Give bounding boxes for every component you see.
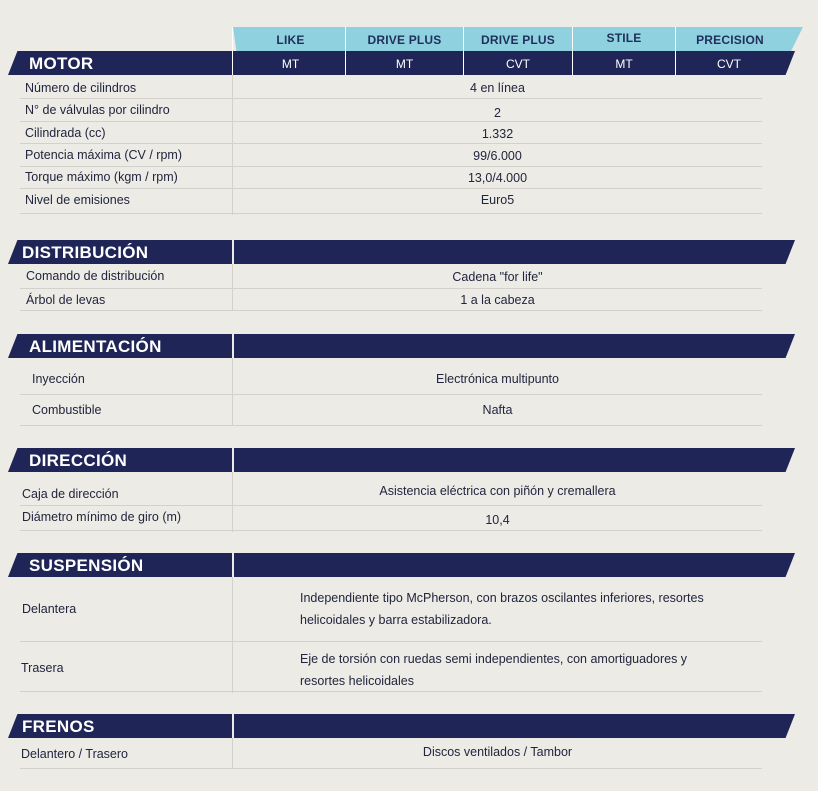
table-row bbox=[20, 395, 762, 426]
table-row bbox=[20, 144, 762, 167]
row-value: Cadena "for life" bbox=[452, 270, 543, 284]
table-row bbox=[20, 122, 762, 144]
row-label: Inyección bbox=[32, 372, 85, 386]
table-row bbox=[20, 478, 762, 506]
table-row bbox=[20, 99, 762, 122]
row-value: 2 bbox=[494, 106, 501, 120]
bar-separator bbox=[232, 448, 234, 472]
table-row bbox=[20, 189, 762, 214]
table-row bbox=[20, 266, 762, 289]
transmission-stile: MT bbox=[615, 57, 633, 71]
row-label: Comando de distribución bbox=[26, 269, 165, 283]
row-label: Nivel de emisiones bbox=[25, 193, 130, 207]
row-value-line: resortes helicoidales bbox=[300, 674, 414, 688]
row-value: Electrónica multipunto bbox=[436, 372, 559, 386]
row-label: Delantero / Trasero bbox=[21, 747, 128, 761]
bar-separator bbox=[232, 714, 234, 738]
transmission-drive-plus-cvt: CVT bbox=[506, 57, 530, 71]
row-value: 10,4 bbox=[485, 513, 510, 527]
table-row bbox=[20, 740, 762, 769]
table-row bbox=[20, 167, 762, 189]
row-value: Nafta bbox=[482, 403, 513, 417]
row-value bbox=[300, 648, 720, 692]
trim-separator bbox=[572, 27, 573, 76]
row-value: 99/6.000 bbox=[473, 149, 522, 163]
trim-separator bbox=[232, 27, 233, 76]
trim-separator bbox=[463, 27, 464, 76]
row-value: 1.332 bbox=[481, 127, 514, 141]
row-value: Asistencia eléctrica con piñón y cremallera bbox=[379, 484, 616, 498]
row-label: Diámetro mínimo de giro (m) bbox=[22, 510, 182, 524]
row-label: Potencia máxima (CV / rpm) bbox=[25, 148, 182, 162]
section-title-alimentacion: ALIMENTACIÓN bbox=[29, 337, 162, 356]
row-label: Caja de dirección bbox=[22, 487, 119, 501]
trim-name-precision: PRECISION bbox=[696, 33, 764, 47]
transmission-precision: CVT bbox=[717, 57, 741, 71]
bar-separator bbox=[232, 334, 234, 358]
trim-separator bbox=[675, 27, 676, 76]
transmission-drive-plus-mt: MT bbox=[395, 57, 414, 71]
section-title-motor: MOTOR bbox=[29, 54, 94, 73]
table-row bbox=[20, 77, 762, 99]
section-bar-frenos bbox=[8, 714, 795, 738]
row-label: Combustible bbox=[32, 403, 102, 417]
row-value-line: Independiente tipo McPherson, con brazos oscilantes inferiores, resortes bbox=[300, 591, 704, 605]
section-title-distribucion: DISTRIBUCIÓN bbox=[22, 243, 149, 262]
row-value: Discos ventilados / Tambor bbox=[422, 745, 573, 759]
trim-name-drive-plus-cvt: DRIVE PLUS bbox=[480, 33, 555, 47]
row-label: Árbol de levas bbox=[26, 293, 106, 307]
trim-separator bbox=[345, 27, 346, 76]
row-value bbox=[300, 587, 720, 631]
table-row bbox=[20, 289, 762, 311]
trim-name-drive-plus-mt: DRIVE PLUS bbox=[367, 33, 442, 47]
row-label: Cilindrada (cc) bbox=[25, 126, 106, 140]
table-row bbox=[20, 362, 762, 395]
section-title-direccion: DIRECCIÓN bbox=[29, 451, 128, 470]
transmission-like: MT bbox=[281, 57, 300, 71]
bar-separator bbox=[232, 240, 234, 264]
row-label: N° de válvulas por cilindro bbox=[25, 103, 170, 117]
row-label: Número de cilindros bbox=[25, 81, 137, 95]
row-label: Delantera bbox=[22, 602, 77, 616]
row-value-line: Eje de torsión con ruedas semi independientes, con amortiguadores y bbox=[300, 652, 688, 666]
row-value: 13,0/4.000 bbox=[467, 171, 528, 185]
row-label: Torque máximo (kgm / rpm) bbox=[25, 170, 178, 184]
table-row bbox=[20, 642, 762, 692]
row-value-line: helicoidales y barra estabilizadora. bbox=[300, 613, 492, 627]
table-row bbox=[20, 580, 762, 642]
bar-separator bbox=[232, 553, 234, 577]
row-value: Euro5 bbox=[480, 193, 515, 207]
table-row bbox=[20, 506, 762, 531]
trim-name-like: LIKE bbox=[276, 33, 305, 47]
row-label: Trasera bbox=[21, 661, 64, 675]
row-value: 4 en línea bbox=[470, 81, 525, 95]
section-title-frenos: FRENOS bbox=[22, 717, 95, 736]
section-title-suspension: SUSPENSIÓN bbox=[29, 556, 144, 575]
row-value: 1 a la cabeza bbox=[460, 293, 535, 307]
trim-name-stile: STILE bbox=[606, 31, 642, 45]
